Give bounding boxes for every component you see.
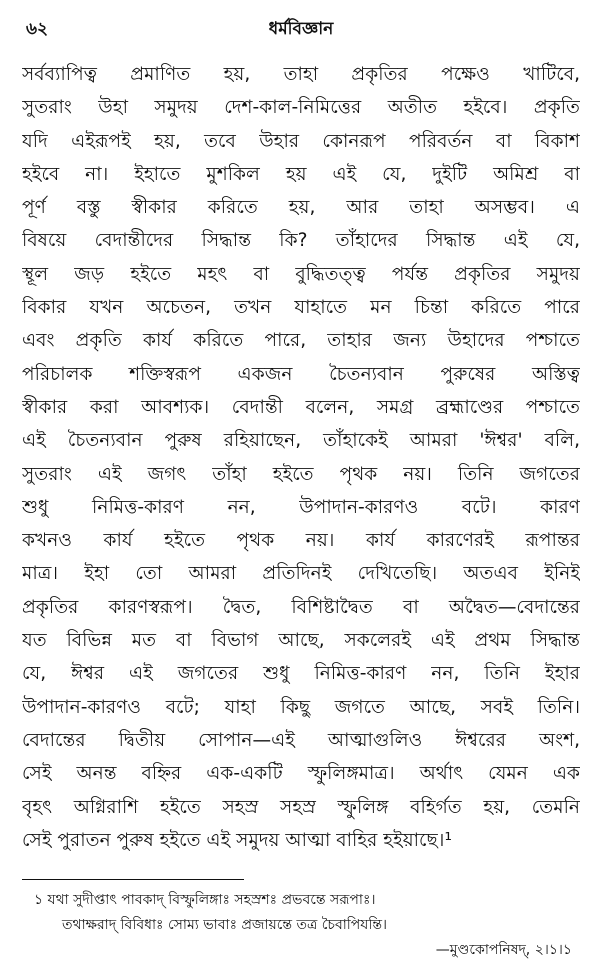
body-line: কখনও কার্য হইতে পৃথক নয়। কার্য কারণেরই রূপান্তর (22, 530, 580, 552)
footnote-verse-line-1: ১ যথা সুদীপ্তাৎ পাবকাদ্ বিস্ফুলিঙ্গাঃ সহস্রশঃ প্রভবন্তে সরূপাঃ। (34, 892, 376, 909)
body-line: পূর্ণ বস্তু স্বীকার করিতে হয়, আর তাহা অসম্ভব। এ (22, 197, 580, 219)
body-line: এবং প্রকৃতি কার্য করিতে পারে, তাহার জন্য উহাদের পশ্চাতে (22, 330, 580, 352)
body-line: যত বিভিন্ন মত বা বিভাগ আছে, সকলেরই এই প্রথম সিদ্ধান্ত (22, 630, 580, 652)
footnote-source: —মুণ্ডকোপনিষদ্‌, ২।১।১ (435, 942, 572, 959)
body-line: সেই পুরাতন পুরুষ হইতে এই সমুদয় আত্মা বাহির হইয়াছে।¹ (22, 829, 452, 851)
body-line: সেই অনন্ত বহ্নির এক-একটি স্ফুলিঙ্গমাত্র। অর্থাৎ যেমন এক (22, 763, 580, 785)
body-line: স্থূল জড় হইতে মহৎ বা বুদ্ধিতত্ত্ব পর্যন্ত প্রকৃতির সমুদয় (22, 263, 580, 285)
body-line: মাত্র। ইহা তো আমরা প্রতিদিনই দেখিতেছি। অতএব ইনিই (22, 563, 580, 585)
body-line: বেদান্তের দ্বিতীয় সোপান—এই আত্মাগুলিও ঈশ্বরের অংশ, (22, 729, 580, 751)
page-header (22, 14, 580, 44)
body-line: প্রকৃতির কারণস্বরূপ। দ্বৈত, বিশিষ্টাদ্বৈত বা অদ্বৈত—বেদান্তের (22, 596, 580, 618)
body-line: হইবে না। ইহাতে মুশকিল হয় এই যে, দুইটি অমিশ্র বা (22, 163, 580, 185)
body-line: বিকার যখন অচেতন, তখন যাহাতে মন চিন্তা করিতে পারে (22, 297, 580, 319)
body-line: পরিচালক শক্তিস্বরূপ একজন চৈতন্যবান পুরুষের অস্তিত্ব (22, 363, 580, 385)
footnote (22, 888, 580, 963)
footnote-verse-line-2: তথাক্ষরাদ্ বিবিধাঃ সোম্য ভাবাঃ প্রজায়ন্তে তত্র চৈবাপিযন্তি। (62, 917, 388, 934)
body-line: সর্বব্যাপিত্ব প্রমাণিত হয়, তাহা প্রকৃতির পক্ষেও খাটিবে, (22, 64, 580, 85)
body-line: স্বীকার করা আবশ্যক। বেদান্তী বলেন, সমগ্র ব্রহ্মাণ্ডের পশ্চাতে (22, 396, 580, 418)
page-number: ৬২ (26, 19, 49, 39)
body-text (22, 58, 580, 857)
footnote-divider (22, 879, 244, 880)
body-line: বৃহৎ অগ্নিরাশি হইতে সহস্র সহস্র স্ফুলিঙ্গ বহির্গত হয়, তেমনি (22, 796, 580, 818)
body-line: যদি এইরূপই হয়, তবে উহার কোনরূপ পরিবর্তন বা বিকাশ (22, 130, 580, 152)
body-line: সুতরাং উহা সমুদয় দেশ-কাল-নিমিত্তের অতীত হইবে। প্রকৃতি (22, 97, 580, 119)
body-line: যে, ঈশ্বর এই জগতের শুধু নিমিত্ত-কারণ নন, তিনি ইহার (22, 663, 580, 685)
body-line: বিষয়ে বেদান্তীদের সিদ্ধান্ত কি? তাঁহাদের সিদ্ধান্ত এই যে, (22, 230, 580, 252)
running-title: ধর্মবিজ্ঞান (268, 19, 334, 39)
body-line: সুতরাং এই জগৎ তাঁহা হইতে পৃথক নয়। তিনি জগতের (22, 463, 580, 485)
body-line: উপাদান-কারণও বটে; যাহা কিছু জগতে আছে, সবই তিনি। (22, 696, 580, 718)
body-line: শুধু নিমিত্ত-কারণ নন, উপাদান-কারণও বটে। কারণ (22, 496, 580, 518)
body-line: এই চৈতন্যবান পুরুষ রহিয়াছেন, তাঁহাকেই আমরা 'ঈশ্বর' বলি, (22, 430, 580, 452)
